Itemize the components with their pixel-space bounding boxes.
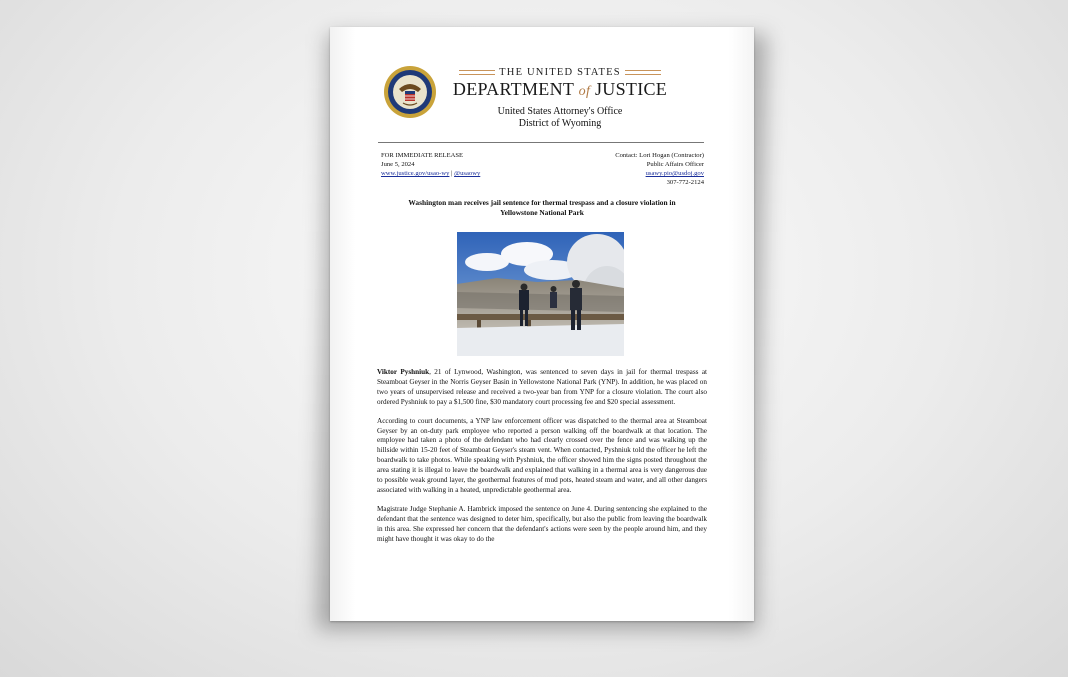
headline-line-1: Washington man receives jail sentence for thermal trespass and a closure violation in <box>408 198 676 207</box>
press-headline <box>385 198 699 218</box>
release-label: FOR IMMEDIATE RELEASE <box>381 152 464 159</box>
defendant-name: Viktor Pyshniuk <box>377 368 430 376</box>
header-divider <box>378 142 704 143</box>
office-line-2: District of Wyoming <box>518 118 602 129</box>
paragraph-1-text: , 21 of Lynwood, Washington, was sentenced to seven days in jail for thermal trespass at Steamboat Geyser in the Norris Geyser Basin in Yellowstone National Park (YNP). In addition, he was placed on two years of unsupervised release and received a two-year ban from YNP for a closure violation. The court also ordered Pyshniuk to pay a $1,500 fine, $30 mandatory court processing fee and $20 special assessment. <box>377 368 708 406</box>
article-paragraph-1 <box>377 368 707 408</box>
article-body <box>377 368 707 554</box>
wordmark-top <box>450 67 670 78</box>
office-name <box>450 106 670 130</box>
headline-line-2: Yellowstone National Park <box>500 208 584 217</box>
wordmark-of: of <box>578 84 591 99</box>
wordmark-rule-left <box>459 70 495 75</box>
wordmark-rule-right <box>625 70 661 75</box>
doj-seal-icon <box>383 65 437 119</box>
site-link[interactable]: www.justice.gov/usao-wy <box>381 170 450 177</box>
article-paragraph-3: Magistrate Judge Stephanie A. Hambrick imposed the sentence on June 4. During sentencing she explained to the defendant that the sentence was designed to deter him, specifically, but also the public from leaving the boardwalk in this area. She expressed her concern that the defendant's actions were seen by the people around him, and they might have thought it was okay to do the <box>377 504 707 543</box>
press-release-page <box>330 27 754 621</box>
doj-wordmark <box>450 67 670 130</box>
wordmark-department: DEPARTMENT <box>452 79 574 99</box>
geyser-photo <box>457 232 624 356</box>
release-links <box>381 169 480 178</box>
wordmark-justice: JUSTICE <box>594 79 668 99</box>
release-date: June 5, 2024 <box>381 161 415 168</box>
wordmark-the-united-states: THE UNITED STATES <box>499 67 621 78</box>
contact-email[interactable]: usawy.pio@usdoj.gov <box>645 170 704 177</box>
link-separator: | <box>449 170 455 177</box>
article-paragraph-2: According to court documents, a YNP law enforcement officer was dispatched to the thermal area at Steamboat Geyser by an on-duty park employee who reported a person walking off the boardwalk at that location. The employee had taken a photo of the defendant who had clearly crossed over the fence and was walking up the hillside within 15-20 feet of Steamboat Geyser's steam vent. When contacted, Pyshniuk told the officer he left the boardwalk to take photos. While speaking with Pyshniuk, the officer showed him the signs posted throughout the area stating it is illegal to leave the boardwalk and explained that walking in a thermal area is very dangerous due to possible weak ground layer, the geothermal features of mud pots, heated steam and water, and all other dangers associated with walking in a heated, unpredictable geothermal area. <box>377 416 707 494</box>
contact-title: Public Affairs Officer <box>646 161 704 168</box>
contact-meta <box>615 151 704 187</box>
contact-phone: 307-772-2124 <box>666 179 704 186</box>
wordmark-department-of-justice <box>450 79 670 100</box>
office-line-1: United States Attorney's Office <box>497 106 623 117</box>
contact-name: Contact: Lori Hogan (Contractor) <box>615 152 704 159</box>
release-meta <box>381 151 480 178</box>
social-link[interactable]: @usaowy <box>454 170 481 177</box>
